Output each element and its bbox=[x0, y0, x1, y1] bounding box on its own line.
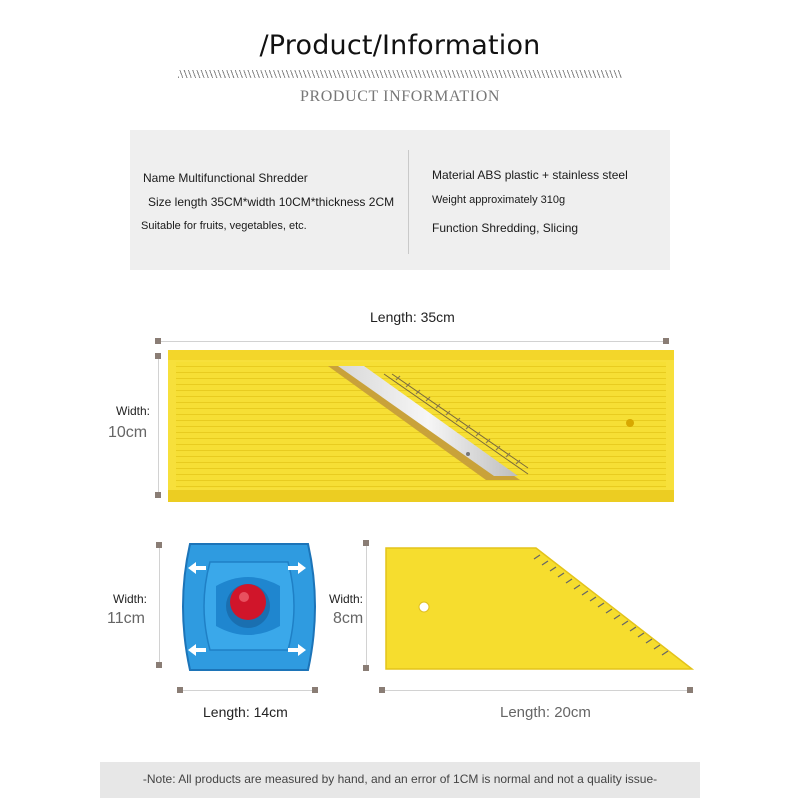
slicer-width-marker-bottom bbox=[363, 665, 369, 671]
main-width-marker-bottom bbox=[155, 492, 161, 498]
decorative-hatch-divider bbox=[178, 70, 622, 78]
main-length-marker-right bbox=[663, 338, 669, 344]
slicer-length-marker-left bbox=[379, 687, 385, 693]
shredder-board-image bbox=[168, 350, 674, 502]
main-length-guide bbox=[158, 341, 666, 342]
holder-width-marker-bottom bbox=[156, 662, 162, 668]
food-holder-image bbox=[176, 540, 321, 675]
holder-width-label: Width: bbox=[113, 592, 148, 606]
holder-width-guide bbox=[159, 545, 160, 665]
slicer-plate-image bbox=[384, 545, 694, 673]
info-material: Material ABS plastic + stainless steel bbox=[432, 168, 628, 182]
main-width-value: 10cm bbox=[108, 424, 148, 441]
info-weight: Weight approximately 310g bbox=[432, 194, 566, 206]
slicer-length-marker-right bbox=[687, 687, 693, 693]
page-title: /Product/Information bbox=[259, 30, 541, 61]
main-width-marker-top bbox=[155, 353, 161, 359]
slicer-width-label: Width: bbox=[329, 592, 364, 606]
info-divider bbox=[408, 150, 409, 254]
slicer-length-guide bbox=[382, 690, 690, 691]
info-function: Function Shredding, Slicing bbox=[432, 221, 579, 235]
main-length-label: Length: 35cm bbox=[370, 309, 455, 325]
main-length-marker-left bbox=[155, 338, 161, 344]
slicer-width-value: 8cm bbox=[333, 610, 364, 627]
holder-width-value: 11cm bbox=[107, 610, 145, 627]
holder-length-guide bbox=[180, 690, 315, 691]
page-subtitle: PRODUCT INFORMATION bbox=[299, 88, 501, 105]
info-size: Size length 35CM*width 10CM*thickness 2CM bbox=[148, 195, 395, 209]
slicer-width-guide bbox=[366, 543, 367, 668]
main-width-guide bbox=[158, 356, 159, 496]
info-suitable: Suitable for fruits, vegetables, etc. bbox=[141, 220, 307, 232]
holder-length-marker-right bbox=[312, 687, 318, 693]
slicer-length-label: Length: 20cm bbox=[500, 704, 591, 721]
slicer-width-marker-top bbox=[363, 540, 369, 546]
holder-length-label: Length: 14cm bbox=[203, 704, 288, 720]
info-name: Name Multifunctional Shredder bbox=[143, 171, 308, 185]
holder-width-marker-top bbox=[156, 542, 162, 548]
note-text: -Note: All products are measured by hand, and an error of 1CM is normal and not a quality issue- bbox=[142, 772, 658, 786]
holder-length-marker-left bbox=[177, 687, 183, 693]
main-width-label: Width: bbox=[116, 404, 151, 418]
